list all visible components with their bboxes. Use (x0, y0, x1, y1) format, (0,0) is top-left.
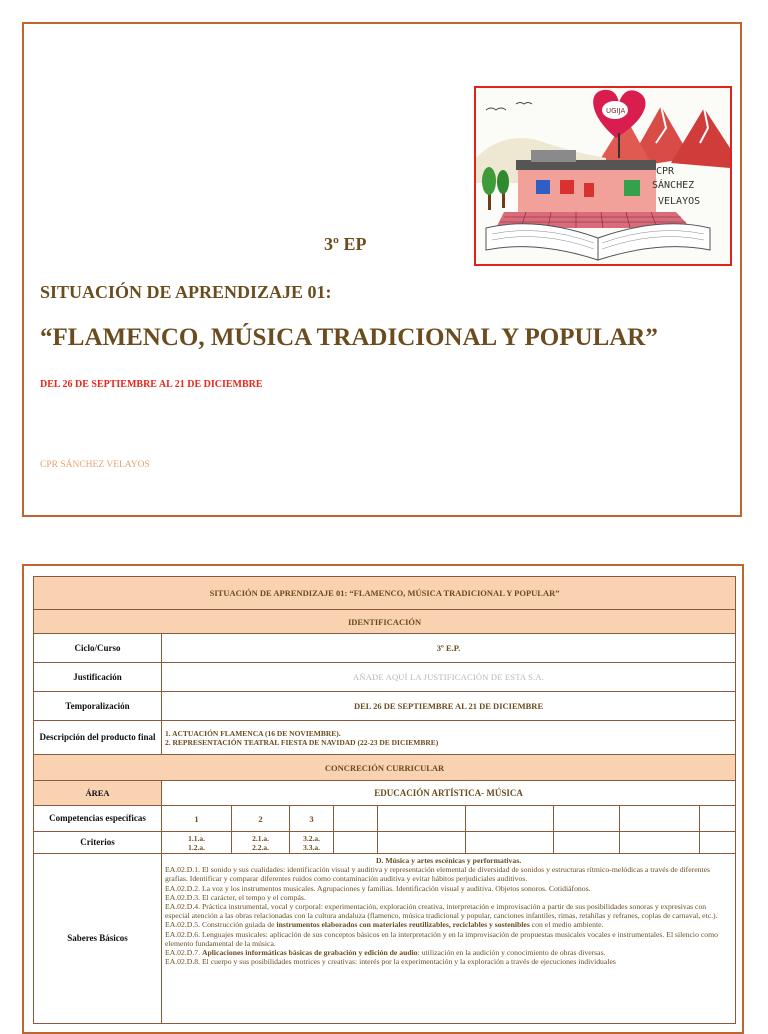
area-row (34, 781, 736, 806)
saber-bold-text: Aplicaciones informáticas básicas de grabación y edición de audio (201, 948, 418, 958)
saber-text: EA.02.D.7. (165, 948, 202, 958)
empty-cell (466, 832, 554, 854)
criterio-item: 1.2.a. (188, 842, 205, 852)
empty-cell (700, 832, 736, 854)
saber-text: : utilización en la audición y conocimiento de obras diversas. (417, 948, 606, 958)
saber-item: EA.02.D.6. Lenguajes musicales: aplicación de sus conceptos básicos en la interpretación y en la improvisación de propuestas musicales vocales e instrumentales. El silencio como elemento fundamental de la música. (165, 929, 718, 948)
empty-cell (378, 832, 466, 854)
competencia-cell: 3 (290, 806, 334, 832)
empty-cell (378, 806, 466, 832)
competencias-row (34, 806, 736, 832)
saber-text: con el medio ambiente. (529, 920, 604, 930)
justificacion-value[interactable]: AÑADE AQUÍ LA JUSTIFICACIÓN DE ESTA S.A. (162, 663, 736, 692)
saber-item: EA.02.D.1. El sonido y sus cualidades: identificación visual y auditiva y representación elemental de diversidad de sonidos y estructuras rítmico-melódicas a través de diferentes grafías. Identificar y comparar diferentes ruidos como contaminación auditiva y evitar hábitos perjudiciales auditivos. (165, 865, 711, 884)
learning-situation-table (33, 576, 736, 1024)
ciclo-label: Ciclo/Curso (34, 634, 162, 663)
learning-situation-heading: SITUACIÓN DE APRENDIZAJE 01: (40, 282, 332, 302)
sign-line-3: VELAYOS (658, 196, 701, 207)
empty-cell (334, 832, 378, 854)
saber-text: EA.02.D.5. Construcción guiada de (165, 920, 277, 930)
sign-line-2: SÁNCHEZ (652, 180, 695, 191)
descripcion-line-2: 2. REPRESENTACIÓN TEATRAL FIESTA DE NAVIDAD (22-23 DE DICIEMBRE) (165, 737, 439, 747)
criterio-item: 3.3.a. (303, 842, 320, 852)
sign-line-1: CPR (656, 166, 675, 177)
empty-cell (620, 832, 700, 854)
saberes-row (34, 854, 736, 1024)
saber-item: EA.02.D.2. La voz y los instrumentos musicales. Agrupaciones y familias. Identificación visual y auditiva. Objetos sonoros. Cotidiáfonos. (165, 883, 591, 893)
competencia-cell: 2 (232, 806, 290, 832)
table-header-row (34, 577, 736, 610)
identificacion-heading: IDENTIFICACIÓN (34, 610, 736, 634)
saber-bold-text: instrumentos elaborados con materiales reutilizables, reciclables y sostenibles (276, 920, 530, 930)
criterio-cell (232, 832, 290, 854)
saber-item (165, 948, 732, 957)
table-row (34, 721, 736, 755)
justificacion-label: Justificación (34, 663, 162, 692)
empty-cell (554, 832, 620, 854)
empty-cell (700, 806, 736, 832)
empty-cell (334, 806, 378, 832)
temporalizacion-label: Temporalización (34, 692, 162, 721)
empty-cell (466, 806, 554, 832)
concrecion-heading: CONCRECIÓN CURRICULAR (34, 755, 736, 781)
saber-item (165, 920, 732, 929)
criterio-cell (290, 832, 334, 854)
area-label: ÁREA (34, 781, 162, 806)
saberes-content (162, 854, 736, 1024)
area-value: EDUCACIÓN ARTÍSTICA- MÚSICA (162, 781, 736, 806)
table-row (34, 692, 736, 721)
saber-item: EA.02.D.3. El carácter, el tempo y el compás. (165, 892, 306, 902)
identification-page (22, 564, 744, 1034)
table-title: SITUACIÓN DE APRENDIZAJE 01: “FLAMENCO, MÚSICA TRADICIONAL Y POPULAR” (34, 577, 736, 610)
descripcion-label: Descripción del producto final (34, 721, 162, 755)
ciclo-value: 3º E.P. (162, 634, 736, 663)
table-row (34, 663, 736, 692)
saberes-label: Saberes Básicos (34, 854, 162, 1024)
heart-text: UGIJA (606, 107, 626, 115)
grade-label: 3º EP (324, 234, 367, 254)
criterios-row (34, 832, 736, 854)
criterio-item: 2.2.a. (252, 842, 269, 852)
saber-item: EA.02.D.4. Práctica instrumental, vocal y corporal: experimentación, exploración creativa, interpretación e improvisación a partir de sus posibilidades sonoras y expresivas con especial atención a las obras relacionadas con la cultura andaluza (flamenco, música tradicional y popular, canciones infantiles, rimas, retahílas y refranes, coplas de carnaval, etc.). (165, 902, 718, 921)
criterio-cell (162, 832, 232, 854)
criterio-item: 3.2.a. (303, 833, 320, 843)
cover-title: “FLAMENCO, MÚSICA TRADICIONAL Y POPULAR” (40, 324, 658, 351)
competencias-label: Competencias específicas (34, 806, 162, 832)
school-name: CPR SÁNCHEZ VELAYOS (40, 460, 150, 470)
cover-page (22, 22, 742, 517)
saber-item: EA.02.D.8. El cuerpo y sus posibilidades motrices y creativas: interés por la experimentación y la exploración a través de ejecuciones individuales (165, 957, 616, 967)
school-drawing-svg (476, 88, 730, 264)
empty-cell (554, 806, 620, 832)
descripcion-line-1: 1. ACTUACIÓN FLAMENCA (16 DE NOVIEMBRE). (165, 728, 341, 738)
cover-dates: DEL 26 DE SEPTIEMBRE AL 21 DE DICIEMBRE (40, 379, 263, 390)
temporalizacion-value: DEL 26 DE SEPTIEMBRE AL 21 DE DICIEMBRE (162, 692, 736, 721)
criterio-item: 2.1.a. (252, 833, 269, 843)
competencia-cell: 1 (162, 806, 232, 832)
descripcion-value (162, 721, 736, 755)
table-row (34, 634, 736, 663)
empty-cell (620, 806, 700, 832)
saberes-title: D. Música y artes escénicas y performativas. (375, 856, 522, 865)
criterios-label: Criterios (34, 832, 162, 854)
school-drawing-image (474, 86, 732, 266)
identificacion-row (34, 610, 736, 634)
concrecion-row (34, 755, 736, 781)
criterio-item: 1.1.a. (188, 833, 205, 843)
